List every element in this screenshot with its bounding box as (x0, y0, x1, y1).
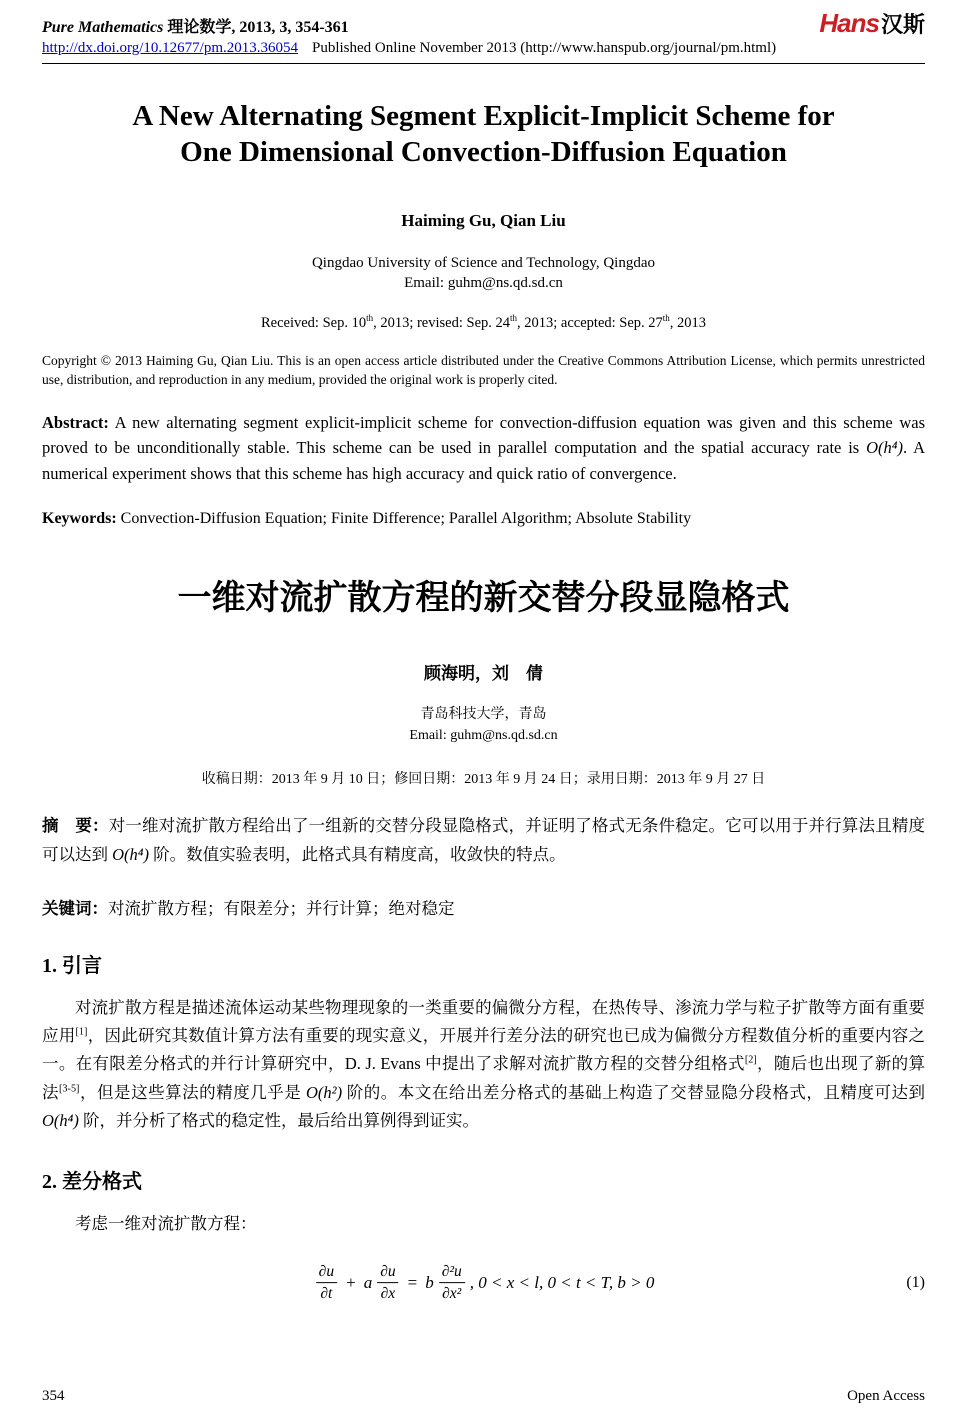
doi-link[interactable]: http://dx.doi.org/10.12677/pm.2013.36054 (42, 40, 298, 56)
abstract-label-cn: 摘 要： (42, 816, 109, 836)
authors-cn: 顾海明，刘 倩 (424, 664, 543, 684)
affiliation-cn: 青岛科技大学，青岛 (420, 707, 547, 723)
section-2-lead: 考虑一维对流扩散方程： (75, 1214, 257, 1234)
header-divider (42, 63, 925, 64)
intro-paragraph (42, 994, 925, 1136)
hans-logo-chinese: 汉斯 (880, 12, 925, 37)
big-o-h4-notation: O(h⁴) (866, 438, 903, 458)
page-footer (42, 1388, 925, 1405)
ordinal-sup: th (662, 313, 670, 324)
published-info: Published Online November 2013 (http://www.hanspub.org/journal/pm.html) (311, 40, 777, 56)
fraction-denominator: ∂x² (442, 1285, 462, 1303)
open-access-label: Open Access (847, 1388, 925, 1404)
journal-header (42, 10, 925, 37)
intro-text: 对流扩散方程是描述流体运动某些物理现象的一类重要的偏微分方程，在热传导、渗流力学与粒子扩散等方面有重要应用 (42, 997, 925, 1045)
fraction-denominator: ∂t (320, 1285, 333, 1303)
journal-issue-info: 理论数学, 2013, 3, 354-361 (163, 19, 349, 36)
section-2-heading: 2. 差分格式 (42, 1171, 142, 1194)
received-text: , 2013; revised: Sep. 24 (373, 315, 511, 331)
section-1-heading: 1. 引言 (42, 954, 102, 977)
received-text: Received: Sep. 10 (260, 315, 367, 331)
authors-en: Haiming Gu, Qian Liu (401, 210, 566, 230)
citation-ref-3-5: [3-5] (59, 1083, 80, 1095)
abstract-label-en: Abstract: (42, 412, 109, 432)
affiliation-block-en (42, 253, 925, 294)
paper-title-line2: One Dimensional Convection-Diffusion Equation (180, 136, 787, 169)
copyright-notice: Copyright © 2013 Haiming Gu, Qian Liu. This is an open access article distributed under the Creative Commons Attribution License, which permits unrestricted use, distribution, and reproduction in any medium, provided the original work is properly cited. (42, 353, 925, 387)
fraction-denominator: ∂x (380, 1285, 396, 1303)
intro-text: ，但是这些算法的精度几乎是 (79, 1082, 306, 1102)
journal-name: Pure Mathematics (42, 19, 164, 36)
big-o-h4-notation: O(h⁴) (112, 844, 150, 864)
plus-operator: + (346, 1272, 356, 1292)
coefficient-a: a (363, 1272, 373, 1292)
fraction-numerator: ∂²u (439, 1262, 465, 1283)
paper-title-cn: 一维对流扩散方程的新交替分段显隐格式 (177, 580, 790, 618)
abstract-text-cn: 阶。数值实验表明，此格式具有精度高，收敛快的特点。 (153, 844, 566, 864)
abstract-en (42, 410, 925, 487)
journal-title-line (42, 10, 349, 37)
keywords-label-cn: 关键词： (42, 898, 108, 918)
big-o-h4-notation: O(h⁴) (42, 1111, 79, 1131)
equation-conditions: , 0 < x < l, 0 < t < T, b > 0 (469, 1272, 655, 1292)
received-text: , 2013; accepted: Sep. 27 (517, 315, 663, 331)
convection-diffusion-equation (313, 1262, 655, 1304)
fraction-du-dt (316, 1262, 337, 1304)
citation-ref-1: [1] (75, 1026, 88, 1038)
page-number: 354 (42, 1388, 65, 1404)
dates-cn: 收稿日期：2013 年 9 月 10 日；修回日期：2013 年 9 月 24 日；录用日期：2013 年 9 月 27 日 (201, 772, 766, 788)
intro-text: ，因此研究其数值计算方法有重要的现实意义，开展并行差分法的研究也已成为偏微分方程数值分析的重要内容之一。在有限差分格式的并行计算研究中，D. J. Evans 中提出了求解对流扩散方程的交替分组格式 (42, 1025, 926, 1074)
keywords-label-en: Keywords: (42, 510, 117, 528)
paper-title-en (42, 98, 925, 171)
intro-text: 阶，并分析了格式的稳定性，最后给出算例得到证实。 (78, 1111, 480, 1131)
keywords-cn (42, 895, 925, 919)
email-cn: Email: guhm@ns.qd.sd.cn (409, 728, 558, 744)
fraction-numerator: ∂u (316, 1262, 337, 1283)
fraction-numerator: ∂u (377, 1262, 398, 1283)
ordinal-sup: th (510, 313, 518, 324)
keywords-text-cn: 对流扩散方程；有限差分；并行计算；绝对稳定 (108, 898, 455, 918)
affiliation-block-cn (42, 704, 925, 746)
coefficient-b: b (425, 1272, 434, 1292)
abstract-text-en: . A numerical experiment shows that this scheme has high accuracy and quick ratio of convergence. (42, 438, 925, 483)
abstract-cn (42, 812, 925, 868)
email-en: Email: guhm@ns.qd.sd.cn (404, 274, 563, 291)
fraction-du-dx (377, 1262, 398, 1304)
abstract-text-cn: 对一维对流扩散方程给出了一组新的交替分段显隐格式，并证明了格式无条件稳定。它可以用于并行算法且精度可以达到 (42, 816, 926, 864)
intro-text: ，随后也出现了新的算法 (42, 1054, 925, 1102)
abstract-text-en: A new alternating segment explicit-implicit scheme for convection-diffusion equation was given and this scheme was proved to be unconditionally stable. This scheme can be used in parallel computation and the spatial accuracy rate is (42, 412, 925, 458)
received-text: , 2013 (669, 315, 707, 331)
affiliation-en: Qingdao University of Science and Technology, Qingdao (311, 254, 656, 271)
paper-title-line1: A New Alternating Segment Explicit-Implicit Scheme for (132, 100, 835, 132)
publisher-logo (819, 10, 925, 36)
header-subline (42, 40, 925, 57)
equation-1-row (42, 1255, 925, 1311)
equation-number: (1) (906, 1273, 925, 1291)
received-line (42, 315, 925, 332)
fraction-d2u-dx2 (439, 1262, 465, 1304)
citation-ref-2: [2] (744, 1054, 757, 1066)
hans-logo-latin: Hans (819, 8, 879, 38)
equals-operator: = (407, 1272, 418, 1292)
intro-text: 阶的。本文在给出差分格式的基础上构造了交替显隐分段格式，且精度可达到 (342, 1082, 926, 1102)
ordinal-sup: th (366, 313, 374, 324)
keywords-text-en: Convection-Diffusion Equation; Finite Difference; Parallel Algorithm; Absolute Stability (116, 510, 692, 528)
big-o-h2-notation: O(h²) (305, 1082, 343, 1102)
keywords-en (42, 510, 925, 528)
